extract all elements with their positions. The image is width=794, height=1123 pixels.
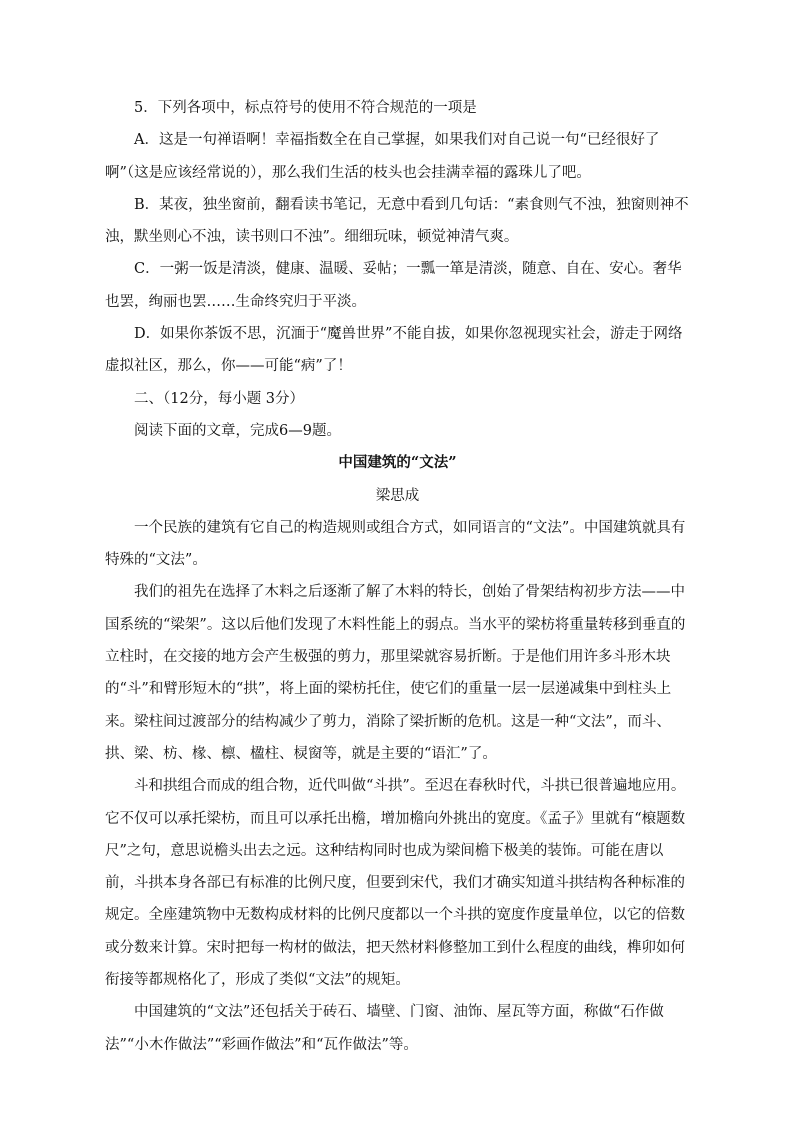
article-author: 梁思成 [375, 487, 420, 504]
article-paragraph: 一个民族的建筑有它自己的构造规则或组合方式，如同语言的“文法”。中国建筑就具有特殊的“文法”。 [105, 519, 686, 569]
article-paragraph: 中国建筑的“文法”还包括关于砖石、墙壁、门窗、油饰、屋瓦等方面，称做“石作做法”“小木作做法”“彩画作做法”和“瓦作做法”等。 [105, 1004, 664, 1053]
section-2-heading: 二、（12分，每小题 3分） [134, 390, 305, 407]
question-5-option-d: D．如果你茶饭不思，沉湎于“魔兽世界”不能自拔，如果你忽视现实社会，游走于网络虚拟社区，那么，你——可能“病”了！ [105, 326, 683, 375]
section-2-instruction: 阅读下面的文章，完成6—9题。 [134, 422, 341, 439]
question-5-option-a: A．这是一句禅语啊！幸福指数全在自己掌握，如果我们对自己说一句“已经很好了啊”（这是应该经常说的），那么我们生活的枝头也会挂满幸福的露珠儿了吧。 [105, 132, 660, 181]
article-title: 中国建筑的“文法” [338, 454, 457, 472]
question-5-option-c: C．一粥一饭是清淡，健康、温暖、妥帖；一瓢一箪是清淡，随意、自在、安心。奢华也罢，绚丽也罢……生命终究归于平淡。 [105, 261, 682, 310]
question-5-option-b: B．某夜，独坐窗前，翻看读书笔记，无意中看到几句话：“素食则气不浊，独窗则神不浊，默坐则心不浊，读书则口不浊”。细细玩味，顿觉神清气爽。 [105, 196, 689, 246]
question-5-stem: 5．下列各项中，标点符号的使用不符合规范的一项是 [134, 100, 477, 116]
document-body [105, 92, 690, 1061]
article-paragraph: 斗和拱组合而成的组合物，近代叫做“斗拱”。至迟在春秋时代，斗拱已很普遍地应用。它不仅可以承托梁枋，而且可以承托出檐，增加檐向外挑出的宽度。《孟子》里就有“榱题数尺”之句，意思说檐头出去之远。这种结构同时也成为梁间檐下极美的装饰。可能在唐以前，斗拱本身各部已有标准的比例尺度，但要到宋代，我们才确实知道斗拱结构各种标准的规定。全座建筑物中无数构成材料的比例尺度都以一个斗拱的宽度作度量单位，以它的倍数或分数来计算。宋时把每一构材的做法，把天然材料修整加工到什么程度的曲线，榫卯如何衔接等都规格化了，形成了类似“文法”的规矩。 [105, 778, 686, 989]
article-paragraph: 我们的祖先在选择了木料之后逐渐了解了木料的特长，创始了骨架结构初步方法——中国系统的“梁架”。这以后他们发现了木料性能上的弱点。当水平的梁枋将重量转移到垂直的立柱时，在交接的地方会产生极强的剪力，那里梁就容易折断。于是他们用许多斗形木块的“斗”和臂形短木的“拱”，将上面的梁枋托住，使它们的重量一层一层递减集中到柱头上来。梁柱间过渡部分的结构减少了剪力，消除了梁折断的危机。这是一种“文法”，而斗、拱、梁、枋、椽、檩、楹柱、棂窗等，就是主要的“语汇”了。 [105, 584, 686, 762]
